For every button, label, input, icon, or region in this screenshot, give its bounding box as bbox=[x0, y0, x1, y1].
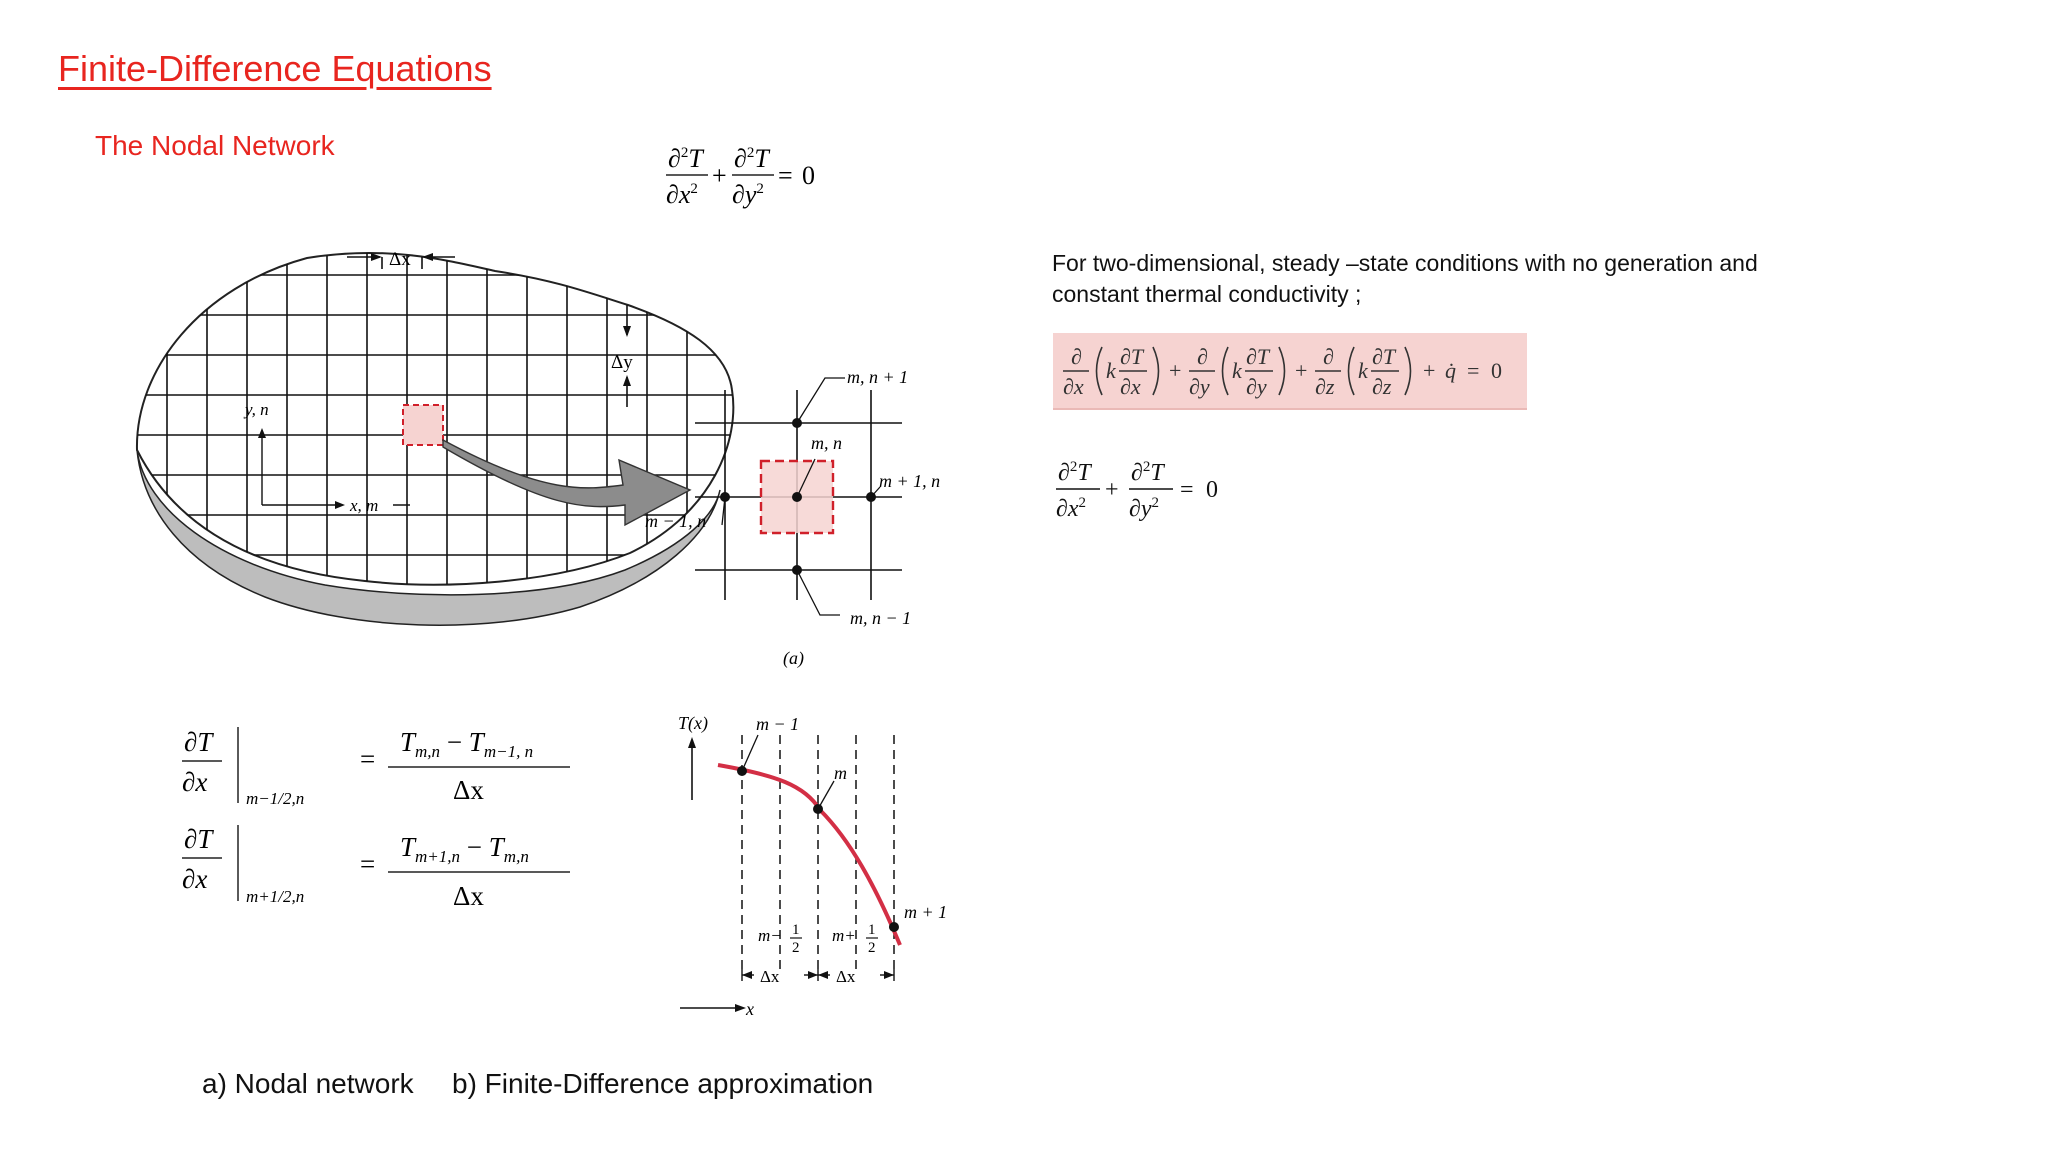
svg-text:∂z: ∂z bbox=[1372, 374, 1392, 399]
svg-text:∂y2: $\partial y^2$ bbox=[1129, 495, 1160, 522]
laplace-equation-right bbox=[1052, 452, 1242, 527]
node-top-label: m, n + 1 bbox=[847, 367, 909, 387]
svg-text:+: + bbox=[1169, 358, 1182, 383]
svg-text:2: 2 bbox=[868, 940, 876, 956]
axis-x-label: x, m bbox=[350, 496, 379, 515]
svg-text:∂: ∂ bbox=[1323, 344, 1334, 369]
fd-half-minus-prefix: m− bbox=[758, 926, 782, 945]
svg-text:q̇: q̇ bbox=[1445, 358, 1456, 383]
svg-text:=: = bbox=[1180, 477, 1194, 503]
svg-text:∂T: ∂T bbox=[184, 727, 213, 757]
svg-text:∂y: ∂y bbox=[1246, 374, 1267, 399]
node-bottom-label: m, n − 1 bbox=[850, 608, 912, 628]
svg-text:∂x2: $\partial x^2$ bbox=[1056, 495, 1087, 522]
svg-text:∂T: ∂T bbox=[184, 824, 213, 854]
svg-text:k: k bbox=[1232, 358, 1242, 383]
svg-text:=: = bbox=[360, 849, 376, 879]
svg-text:0: 0 bbox=[802, 161, 815, 190]
node-center-label: m, n bbox=[811, 433, 842, 453]
svg-text:∂x: ∂x bbox=[182, 864, 208, 894]
svg-text:0: 0 bbox=[1491, 358, 1502, 383]
svg-text:=: = bbox=[360, 744, 376, 774]
svg-text:2: 2 bbox=[792, 940, 800, 956]
svg-text:k: k bbox=[1358, 358, 1368, 383]
fd-label-m-plus-1: m + 1 bbox=[904, 902, 948, 922]
finite-difference-figure bbox=[670, 705, 970, 1025]
svg-text:∂: ∂ bbox=[1071, 344, 1082, 369]
fd-half-plus-prefix: m+ bbox=[832, 926, 856, 945]
node-left-label: m − 1, n bbox=[645, 511, 707, 531]
svg-text:∂2T: ∂$^2$T bbox=[668, 144, 703, 173]
svg-text:+: + bbox=[1105, 477, 1119, 503]
panel-label-a: (a) bbox=[783, 648, 804, 668]
selected-cell bbox=[403, 405, 443, 445]
svg-text:0: 0 bbox=[1206, 477, 1218, 503]
fd-axes bbox=[680, 737, 746, 1012]
svg-text:∂y: ∂y bbox=[1189, 374, 1210, 399]
fd-label-m: m bbox=[834, 763, 847, 783]
svg-text:m−1/2,n: m−1/2,n bbox=[246, 789, 305, 808]
fd-label-m-minus-1: m − 1 bbox=[756, 714, 800, 734]
svg-text:Tm+1,n − Tm,n: $T_{m+1,n} - T_{m,n}$ bbox=[400, 832, 529, 866]
slide-title: Finite-Difference Equations bbox=[58, 48, 492, 89]
svg-text:∂x: ∂x bbox=[1120, 374, 1141, 399]
svg-text:+: + bbox=[1423, 358, 1436, 383]
svg-text:=: = bbox=[1467, 358, 1480, 383]
svg-text:∂: ∂ bbox=[1197, 344, 1208, 369]
svg-text:1: 1 bbox=[868, 922, 876, 938]
delta-x-label: Δx bbox=[389, 249, 411, 270]
svg-text:=: = bbox=[778, 161, 793, 190]
svg-text:+: + bbox=[712, 161, 727, 190]
svg-text:k: k bbox=[1106, 358, 1116, 383]
svg-text:∂y2: $\partial y^2$ bbox=[732, 180, 764, 209]
svg-text:Δx: Δx bbox=[836, 967, 856, 986]
fd-y-axis-label: T(x) bbox=[678, 713, 708, 733]
description-text: For two-dimensional, steady –state conditions with no generation and constant thermal conductivity ; bbox=[1052, 250, 1758, 307]
caption-a: a) Nodal network bbox=[202, 1068, 414, 1099]
svg-text:∂T: ∂T bbox=[1120, 344, 1144, 369]
heat-equation-box bbox=[1053, 333, 1527, 410]
svg-text:∂x: ∂x bbox=[1063, 374, 1084, 399]
svg-text:+: + bbox=[1295, 358, 1308, 383]
svg-text:Δx: Δx bbox=[453, 881, 484, 911]
svg-text:∂T: ∂T bbox=[1246, 344, 1270, 369]
nodal-network-figure bbox=[125, 235, 985, 675]
laplace-equation-top bbox=[660, 135, 840, 215]
fd-x-axis-label: x bbox=[746, 999, 754, 1019]
svg-text:∂x: ∂x bbox=[182, 767, 208, 797]
delta-y-label: Δy bbox=[611, 352, 633, 373]
section-subtitle: The Nodal Network bbox=[95, 130, 335, 161]
svg-text:Tm,n − Tm−1, n: $T_{m,n} - T_{m-1, n}$ bbox=[400, 727, 534, 761]
svg-text:∂2T: ∂$^2$T bbox=[734, 144, 769, 173]
node-right-label: m + 1, n bbox=[879, 471, 941, 491]
svg-text:Δx: Δx bbox=[453, 775, 484, 805]
svg-text:∂2T: ∂$^2$T bbox=[1058, 459, 1091, 486]
finite-difference-formulas bbox=[170, 715, 590, 920]
temperature-curve bbox=[718, 765, 900, 945]
heat-equation bbox=[1053, 333, 1527, 408]
svg-text:1: 1 bbox=[792, 922, 800, 938]
caption-b: b) Finite-Difference approximation bbox=[452, 1068, 874, 1099]
svg-text:Δx: Δx bbox=[760, 967, 780, 986]
svg-text:∂T: ∂T bbox=[1372, 344, 1396, 369]
axis-y-label: y, n bbox=[245, 400, 269, 419]
svg-text:∂z: ∂z bbox=[1315, 374, 1335, 399]
svg-text:m+1/2,n: m+1/2,n bbox=[246, 887, 305, 906]
svg-text:∂x2: $\partial x^2$ bbox=[666, 180, 698, 209]
svg-text:∂2T: ∂$^2$T bbox=[1131, 459, 1164, 486]
